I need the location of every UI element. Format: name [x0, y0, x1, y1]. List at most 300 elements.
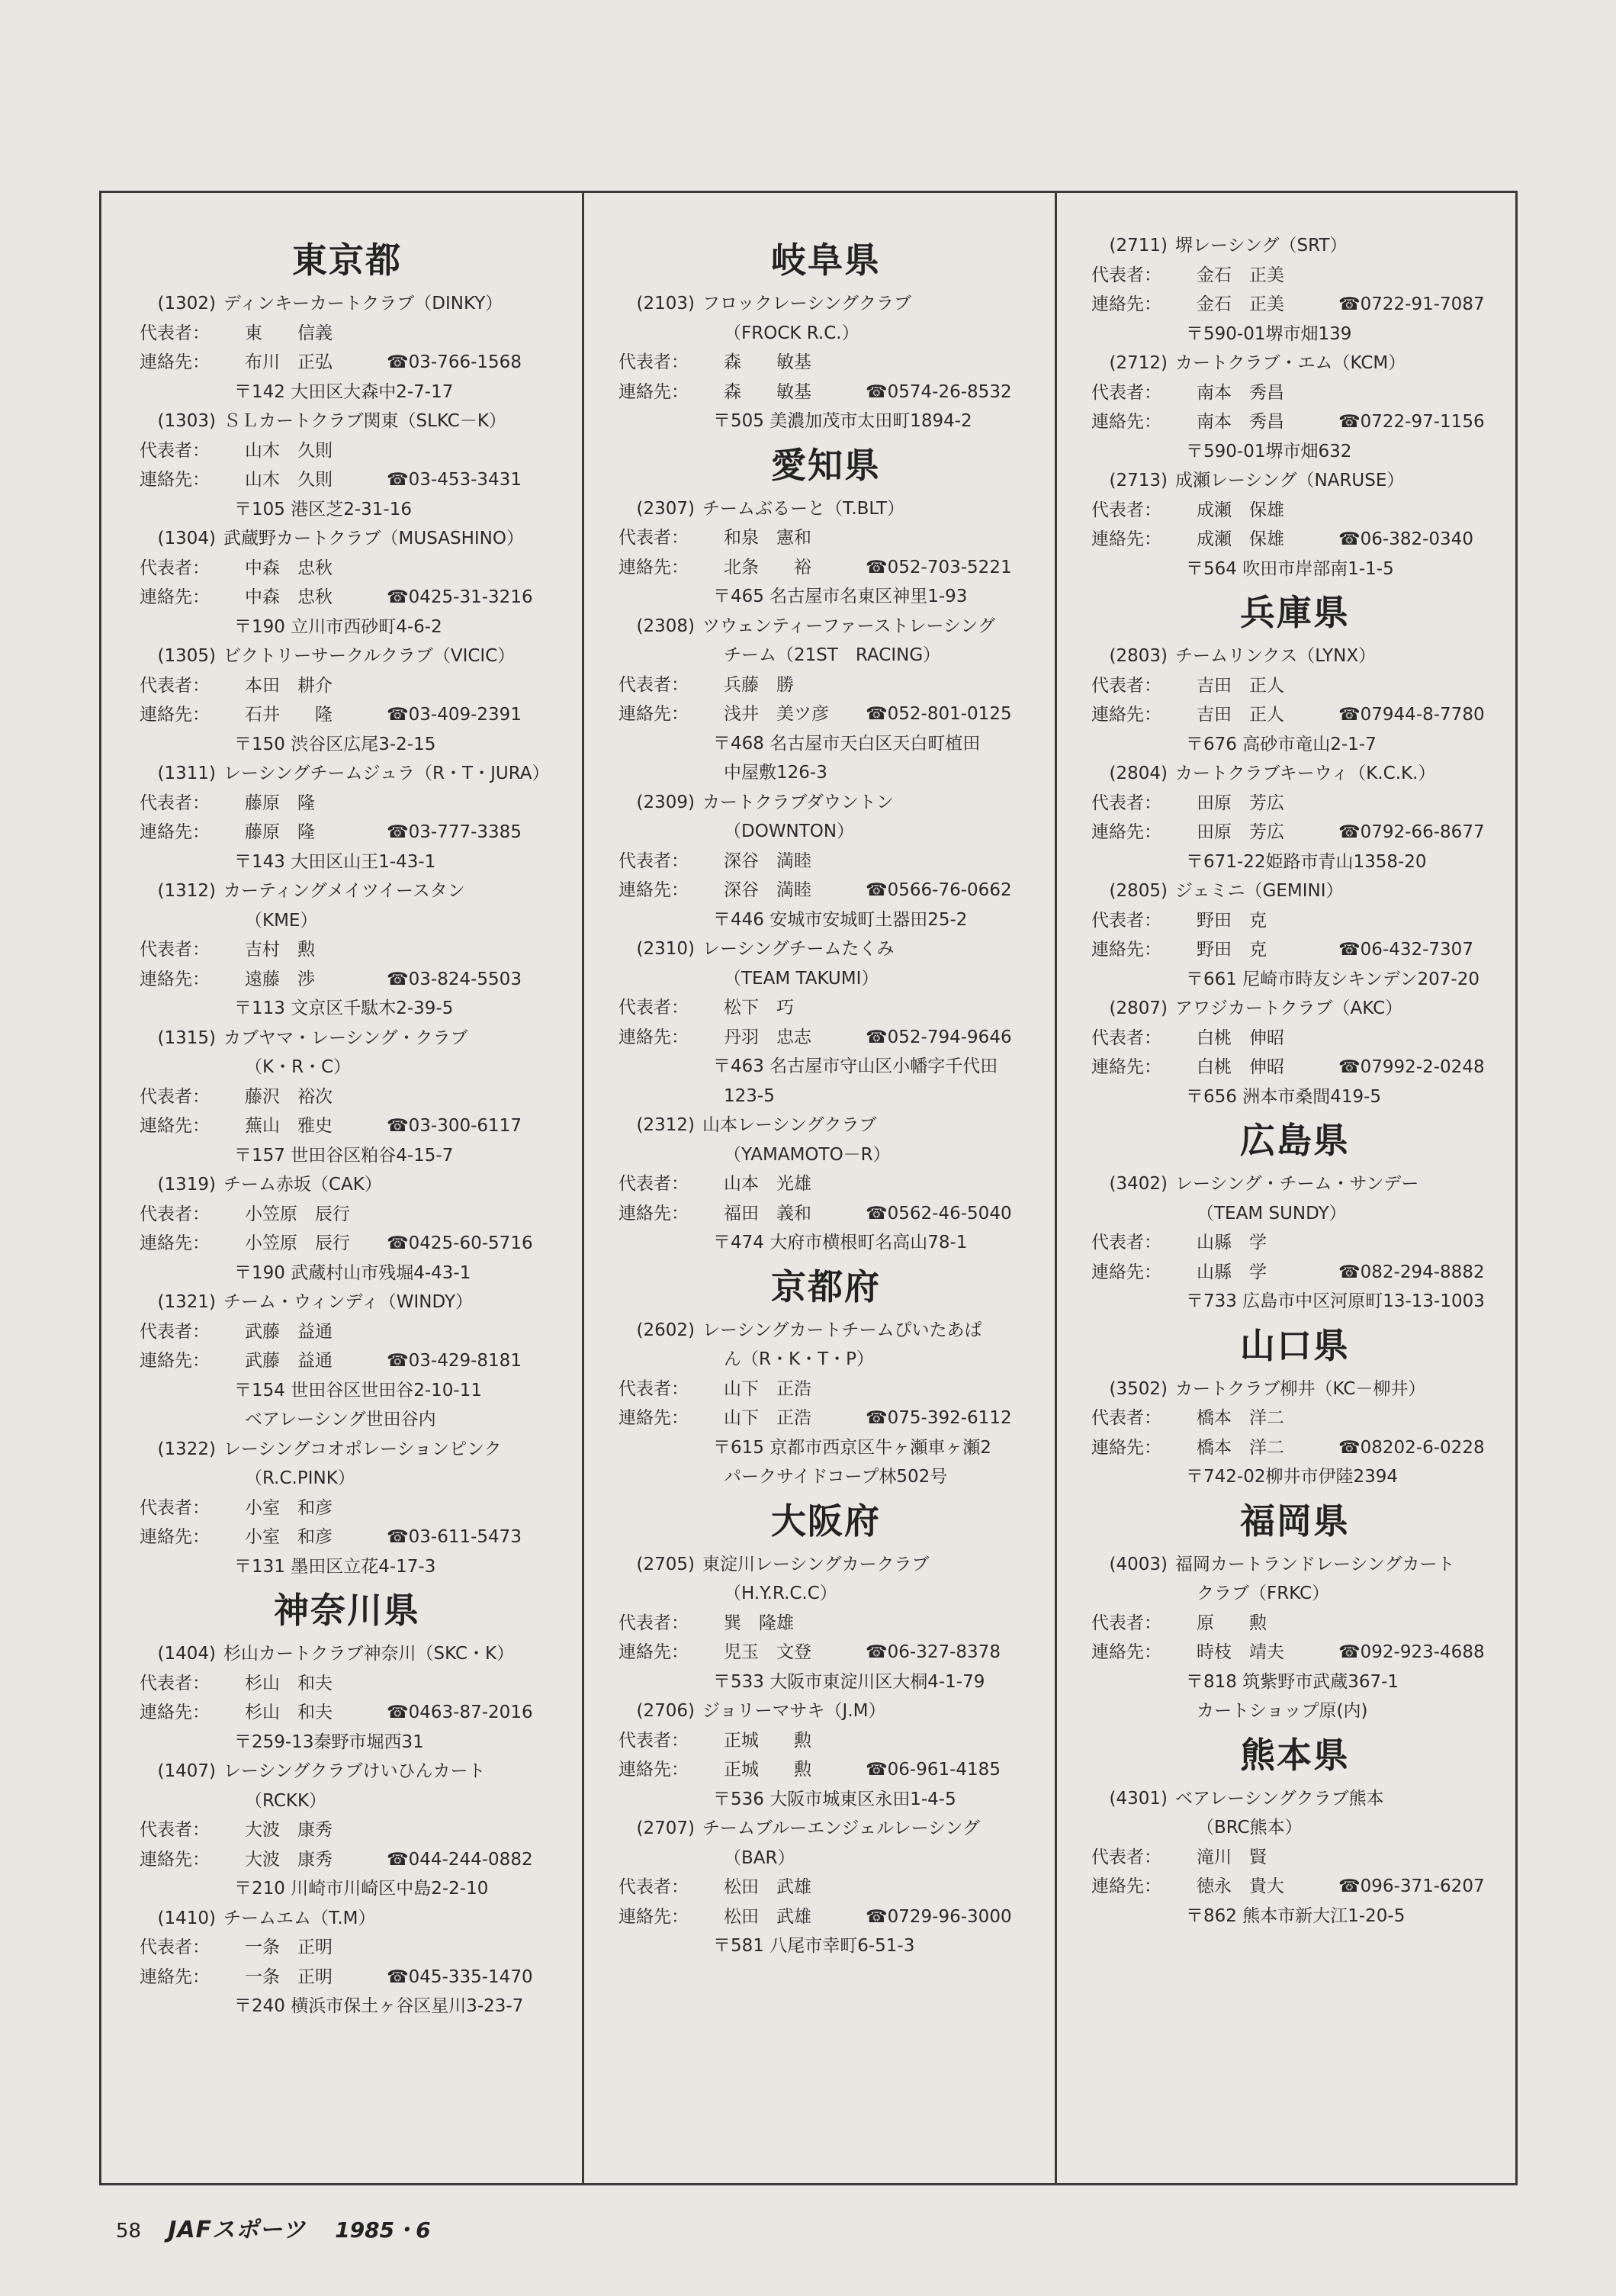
contact-label: 連絡先：	[140, 1233, 210, 1253]
address-line	[597, 1785, 1055, 1815]
club-name-line	[1070, 466, 1520, 496]
club-name-cont: （K・R・C）	[245, 1057, 352, 1077]
club-name-line	[597, 934, 1055, 964]
representative-row	[597, 1169, 1055, 1199]
representative-name: 南本 秀昌	[1197, 382, 1284, 403]
club-entry	[118, 759, 576, 876]
club-name-line	[597, 1814, 1055, 1844]
prefecture-section	[1070, 1492, 1520, 1726]
address-text: 〒259-13秦野市堀西31	[234, 1732, 424, 1752]
contact-row	[597, 699, 1055, 729]
contact-name: 小室 和彦	[245, 1527, 333, 1547]
representative-name: 杉山 和夫	[245, 1673, 333, 1693]
address-text: カートショップ原(内)	[1197, 1701, 1368, 1721]
club-name: ジェミニ（GEMINI）	[1175, 881, 1344, 901]
club-name: 武蔵野カートクラブ（MUSASHINO）	[223, 529, 524, 548]
club-name: 堺レーシング（SRT）	[1175, 236, 1348, 256]
club-entry	[118, 289, 576, 407]
club-name: ＳＬカートクラブ関東（SLKC－K）	[223, 411, 506, 431]
club-name-line	[1070, 349, 1520, 378]
prefecture-heading: 福岡県	[1240, 1500, 1350, 1542]
contact-row	[1070, 290, 1520, 320]
club-name-line	[1070, 994, 1520, 1024]
club-name: ビクトリーサークルクラブ（VICIC）	[223, 646, 516, 666]
contact-name: 遠藤 渉	[245, 969, 315, 989]
representative-row	[118, 436, 576, 466]
address-line	[597, 905, 1055, 935]
contact-name: 丹羽 忠志	[724, 1027, 811, 1047]
address-line	[1070, 555, 1520, 584]
address-text: 〒590-01堺市畑139	[1186, 323, 1352, 344]
contact-label: 連絡先：	[618, 1408, 689, 1428]
club-code: (1410)	[157, 1908, 216, 1928]
contact-name: 武藤 益通	[245, 1351, 333, 1371]
contact-row	[1070, 1872, 1520, 1902]
address-line	[1070, 847, 1520, 877]
address-text: 〒564 吹田市岸部南1-1-5	[1186, 558, 1394, 579]
contact-label: 連絡先：	[618, 880, 689, 900]
representative-label: 代表者：	[1091, 910, 1161, 931]
contact-row	[118, 818, 576, 847]
address-line	[597, 407, 1055, 436]
phone-number: ☎0425-31-3216	[387, 587, 533, 607]
phone-number: ☎08202-6-0228	[1338, 1437, 1485, 1458]
club-entry	[118, 1288, 576, 1435]
club-code: (2602)	[636, 1320, 695, 1340]
club-name-line	[597, 1696, 1055, 1726]
address-line	[118, 730, 576, 760]
contact-label: 連絡先：	[140, 1351, 210, 1371]
address-text: 〒661 尼崎市時友シキンデン207-20	[1186, 969, 1479, 989]
club-name: 福岡カートランドレーシングカート	[1175, 1554, 1455, 1574]
representative-label: 代表者：	[1091, 500, 1161, 520]
representative-label: 代表者：	[1091, 1027, 1161, 1048]
club-name-line	[118, 1757, 576, 1786]
club-entry	[597, 1111, 1055, 1258]
contact-name: 福田 義和	[724, 1203, 811, 1224]
prefecture-heading: 岐阜県	[771, 240, 881, 281]
phone-number: ☎075-392-6112	[866, 1408, 1012, 1428]
club-name-line	[597, 494, 1055, 524]
address-line	[118, 994, 576, 1024]
contact-label: 連絡先：	[1091, 412, 1161, 432]
phone-number: ☎03-300-6117	[387, 1116, 522, 1136]
contact-name: 布川 正弘	[245, 352, 333, 372]
prefecture-section	[597, 1258, 1055, 1492]
contact-name: 松田 武雄	[724, 1906, 811, 1927]
address-text: 〒446 安城市安城町土器田25-2	[713, 909, 968, 930]
phone-number: ☎06-961-4185	[866, 1760, 1001, 1780]
club-name: レーシングチームたくみ	[702, 939, 895, 959]
club-name-line	[1070, 1813, 1520, 1843]
club-entry	[118, 1904, 576, 2021]
club-entry	[118, 876, 576, 1024]
contact-label: 連絡先：	[618, 557, 689, 577]
club-name-line	[1070, 642, 1520, 671]
club-code: (2309)	[636, 792, 695, 812]
club-name: レーシングカートチームぴいたあぱ	[702, 1320, 982, 1340]
club-name-cont: （FROCK R.C.）	[724, 323, 859, 343]
club-name-line	[597, 1579, 1055, 1609]
representative-name: 山木 久則	[245, 440, 333, 461]
issue-date: 1985・6	[335, 2217, 431, 2243]
club-entry	[597, 788, 1055, 935]
representative-row	[118, 1317, 576, 1347]
club-code: (1304)	[157, 529, 216, 548]
representative-row	[597, 670, 1055, 700]
phone-number: ☎092-923-4688	[1338, 1642, 1485, 1662]
club-name: ツウェンティーファーストレーシング	[702, 616, 995, 636]
phone-number: ☎06-432-7307	[1338, 940, 1473, 960]
prefecture-heading: 神奈川県	[274, 1590, 420, 1631]
club-name: チームリンクス（LYNX）	[1175, 646, 1377, 666]
club-name-line	[597, 289, 1055, 319]
club-name: チーム赤坂（CAK）	[223, 1175, 382, 1195]
prefecture-heading: 東京都	[292, 240, 402, 281]
representative-row	[1070, 671, 1520, 701]
representative-row	[1070, 1843, 1520, 1873]
representative-label: 代表者：	[1091, 1613, 1161, 1633]
club-name-line	[597, 1345, 1055, 1375]
club-name: 成瀬レーシング（NARUSE）	[1175, 471, 1405, 490]
address-text: 〒818 筑紫野市武蔵367-1	[1186, 1671, 1399, 1692]
club-name-line	[118, 876, 576, 906]
representative-label: 代表者：	[140, 1673, 210, 1693]
contact-label: 連絡先：	[618, 381, 689, 402]
representative-name: 正城 勲	[724, 1730, 811, 1751]
representative-label: 代表者：	[618, 1613, 689, 1633]
address-line	[118, 1259, 576, 1288]
club-name-line	[118, 1288, 576, 1317]
club-entry	[118, 524, 576, 642]
contact-name: 深谷 満睦	[724, 880, 811, 900]
representative-label: 代表者：	[140, 1820, 210, 1840]
contact-name: 徳永 貴大	[1197, 1876, 1284, 1896]
contact-name: 一条 正明	[245, 1966, 333, 1987]
representative-label: 代表者：	[1091, 793, 1161, 813]
representative-label: 代表者：	[140, 793, 210, 813]
address-line	[597, 1462, 1055, 1492]
club-code: (2707)	[636, 1818, 695, 1838]
address-line	[118, 1376, 576, 1406]
club-code: (1302)	[157, 294, 216, 314]
representative-label: 代表者：	[1091, 675, 1161, 696]
club-name-line	[1070, 1375, 1520, 1404]
representative-label: 代表者：	[1091, 1408, 1161, 1428]
contact-name: 藤原 隆	[245, 822, 315, 842]
club-entry	[597, 934, 1055, 1111]
representative-row	[1070, 906, 1520, 936]
representative-name: 武藤 益通	[245, 1321, 333, 1342]
representative-name: 森 敏基	[724, 352, 811, 372]
club-name: レーシングチームジュラ（R・T・JURA）	[223, 764, 550, 783]
contact-name: 蕪山 雅史	[245, 1116, 333, 1136]
club-name-line	[1070, 759, 1520, 789]
address-line	[597, 1433, 1055, 1463]
representative-name: 野田 克	[1197, 910, 1267, 931]
representative-name: 大波 康秀	[245, 1820, 333, 1840]
contact-label: 連絡先：	[1091, 1437, 1161, 1458]
club-name-line	[118, 906, 576, 936]
address-text: 〒143 大田区山王1-43-1	[234, 851, 436, 872]
representative-name: 松下 巧	[724, 998, 794, 1018]
contact-row	[118, 1963, 576, 1992]
club-name-line	[118, 524, 576, 554]
address-text: 〒671-22姫路市青山1358-20	[1186, 851, 1427, 872]
prefecture-section	[597, 231, 1055, 436]
contact-label: 連絡先：	[140, 1527, 210, 1547]
club-code: (1407)	[157, 1761, 216, 1781]
prefecture-heading: 愛知県	[771, 444, 881, 486]
address-line	[1070, 730, 1520, 760]
contact-label: 連絡先：	[618, 1642, 689, 1662]
address-text: 〒465 名古屋市名東区神里1-93	[713, 587, 968, 606]
address-text: 〒533 大阪市東淀川区大桐4-1-79	[713, 1671, 985, 1692]
phone-number: ☎0729-96-3000	[866, 1906, 1012, 1927]
representative-name: 吉田 正人	[1197, 675, 1284, 696]
club-name-line	[1070, 1199, 1520, 1229]
representative-label: 代表者：	[1091, 265, 1161, 285]
club-name-cont: チーム（21ST RACING）	[724, 645, 941, 665]
representative-name: 巽 隆雄	[724, 1613, 794, 1633]
address-text: 〒113 文京区千駄木2-39-5	[234, 998, 454, 1018]
address-line	[118, 1552, 576, 1582]
club-name: 東淀川レーシングカークラブ	[702, 1554, 930, 1574]
representative-label: 代表者：	[1091, 1233, 1161, 1253]
contact-name: 山木 久則	[245, 470, 333, 490]
representative-name: 山下 正浩	[724, 1378, 811, 1399]
phone-number: ☎0722-97-1156	[1338, 412, 1485, 432]
representative-name: 橋本 洋二	[1197, 1408, 1284, 1428]
club-code: (1321)	[157, 1292, 216, 1312]
address-text: 〒590-01堺市畑632	[1186, 441, 1352, 461]
representative-row	[1070, 1024, 1520, 1053]
contact-name: 田原 芳広	[1197, 822, 1284, 842]
contact-label: 連絡先：	[140, 705, 210, 725]
prefecture-heading: 熊本県	[1240, 1734, 1350, 1776]
prefecture-section	[1070, 1317, 1520, 1492]
contact-row	[597, 876, 1055, 905]
address-line	[1070, 1082, 1520, 1112]
representative-label: 代表者：	[618, 352, 689, 372]
club-entry	[1070, 231, 1520, 349]
contact-name: 山縣 学	[1197, 1262, 1267, 1282]
club-name: カートクラブ・エム（KCM）	[1175, 353, 1406, 373]
contact-row	[1070, 1258, 1520, 1288]
contact-row	[118, 1698, 576, 1728]
club-name: アワジカートクラブ（AKC）	[1175, 998, 1403, 1018]
club-name-line	[1070, 1579, 1520, 1609]
club-code: (1311)	[157, 764, 216, 783]
contact-row	[118, 1845, 576, 1875]
representative-label: 代表者：	[140, 1086, 210, 1107]
phone-number: ☎07944-8-7780	[1338, 705, 1485, 725]
phone-number: ☎03-611-5473	[387, 1527, 522, 1547]
address-line	[1070, 1287, 1520, 1317]
club-entry	[1070, 1375, 1520, 1492]
club-name-cont: （KME）	[245, 910, 318, 931]
club-name: カブヤマ・レーシング・クラブ	[223, 1027, 468, 1048]
address-line	[118, 1141, 576, 1171]
prefecture-heading: 京都府	[771, 1265, 881, 1307]
phone-number: ☎0562-46-5040	[866, 1203, 1012, 1224]
contact-row	[118, 1111, 576, 1141]
club-name: カーティングメイツイースタン	[223, 881, 465, 901]
representative-row	[118, 671, 576, 701]
club-name-cont: （RCKK）	[245, 1790, 327, 1811]
club-name-line	[1070, 1550, 1520, 1580]
contact-name: 正城 勲	[724, 1760, 811, 1780]
phone-number: ☎052-703-5221	[866, 557, 1012, 577]
representative-row	[597, 348, 1055, 378]
club-name-line	[118, 1904, 576, 1934]
representative-name: 兵藤 勝	[724, 674, 794, 695]
address-text: 〒615 京都市西京区牛ヶ瀬車ヶ瀬2	[713, 1437, 991, 1458]
contact-label: 連絡先：	[140, 352, 210, 372]
phone-number: ☎07992-2-0248	[1338, 1057, 1485, 1077]
phone-number: ☎03-453-3431	[387, 470, 522, 490]
club-code: (1303)	[157, 411, 216, 431]
club-code: (2804)	[1109, 764, 1168, 783]
club-entry	[118, 1170, 576, 1288]
contact-label: 連絡先：	[1091, 822, 1161, 842]
address-text: 中屋敷126-3	[724, 763, 827, 783]
club-code: (2807)	[1109, 998, 1168, 1018]
contact-label: 連絡先：	[140, 1966, 210, 1987]
page-number: 58	[116, 2220, 142, 2243]
club-entry	[118, 1757, 576, 1904]
club-name: ベアレーシングクラブ熊本	[1175, 1788, 1384, 1809]
contact-row	[118, 700, 576, 730]
club-name-cont: （BAR）	[724, 1847, 795, 1868]
address-line	[118, 613, 576, 642]
club-entry	[1070, 1550, 1520, 1726]
representative-label: 代表者：	[140, 940, 210, 960]
address-line	[597, 758, 1055, 788]
address-text: 〒105 港区芝2-31-16	[234, 499, 412, 519]
club-entry	[1070, 466, 1520, 584]
address-text: パークサイドコープ林502号	[724, 1467, 948, 1487]
contact-row	[1070, 700, 1520, 730]
contact-row	[118, 1523, 576, 1552]
club-code: (2310)	[636, 939, 695, 959]
representative-name: 藤原 隆	[245, 793, 315, 813]
phone-number: ☎0722-91-7087	[1338, 294, 1485, 314]
representative-label: 代表者：	[618, 674, 689, 695]
phone-number: ☎03-409-2391	[387, 705, 522, 725]
club-name-line	[118, 407, 576, 436]
representative-row	[1070, 1609, 1520, 1638]
address-text: 123-5	[724, 1085, 775, 1106]
representative-label: 代表者：	[140, 1497, 210, 1518]
address-text: 〒210 川崎市川崎区中島2-2-10	[234, 1879, 489, 1899]
phone-number: ☎082-294-8882	[1338, 1262, 1485, 1282]
representative-label: 代表者：	[140, 675, 210, 696]
club-entry	[1070, 994, 1520, 1111]
address-line	[118, 1992, 576, 2021]
club-name-line	[118, 1024, 576, 1053]
representative-label: 代表者：	[140, 1204, 210, 1224]
phone-number: ☎03-824-5503	[387, 969, 522, 989]
address-line	[597, 1667, 1055, 1697]
club-name-line	[118, 642, 576, 671]
representative-name: 吉村 勲	[245, 940, 315, 960]
address-line	[1070, 320, 1520, 349]
contact-label: 連絡先：	[1091, 529, 1161, 549]
contact-label: 連絡先：	[618, 704, 689, 724]
representative-label: 代表者：	[140, 1321, 210, 1342]
address-text: 〒581 八尾市幸町6-51-3	[713, 1936, 915, 1956]
representative-label: 代表者：	[140, 323, 210, 343]
club-name-cont: （TEAM SUNDY）	[1197, 1203, 1347, 1224]
club-entry	[118, 407, 576, 524]
representative-row	[118, 1200, 576, 1230]
club-name: チームブルーエンジェルレーシング	[702, 1818, 980, 1838]
address-line	[597, 729, 1055, 759]
prefecture-section	[1070, 1726, 1520, 1931]
phone-number: ☎096-371-6207	[1338, 1876, 1485, 1896]
club-code: (2712)	[1109, 353, 1168, 373]
contact-name: 野田 克	[1197, 940, 1267, 960]
prefecture-section	[118, 231, 576, 1581]
club-name: チーム・ウィンディ（WINDY）	[223, 1292, 474, 1312]
representative-name: 成瀬 保雄	[1197, 500, 1284, 520]
contact-label: 連絡先：	[618, 1906, 689, 1927]
contact-row	[1070, 525, 1520, 555]
club-entry	[1070, 1784, 1520, 1931]
address-text: 〒474 大府市横根町名高山78-1	[713, 1233, 968, 1253]
club-name-line	[118, 1639, 576, 1669]
club-name-cont: （YAMAMOTO－R）	[724, 1144, 891, 1165]
address-text: 〒142 大田区大森中2-7-17	[234, 381, 454, 402]
club-entry	[1070, 349, 1520, 466]
contact-name: 大波 康秀	[245, 1849, 333, 1870]
prefecture-heading: 山口県	[1240, 1324, 1350, 1366]
representative-row	[597, 1375, 1055, 1404]
club-code: (1315)	[157, 1027, 216, 1048]
address-text: 〒505 美濃加茂市太田町1894-2	[713, 411, 972, 431]
representative-row	[118, 319, 576, 349]
address-line	[118, 1728, 576, 1757]
club-name: カートクラブダウントン	[702, 792, 894, 812]
club-name-line	[597, 1316, 1055, 1346]
club-name-line	[597, 817, 1055, 847]
club-entry	[597, 1696, 1055, 1814]
phone-number: ☎03-429-8181	[387, 1351, 522, 1371]
contact-name: 中森 忠秋	[245, 587, 333, 607]
prefecture-section	[1070, 1111, 1520, 1317]
address-text: 〒154 世田谷区世田谷2-10-11	[234, 1380, 482, 1400]
contact-row	[118, 965, 576, 995]
address-text: ベアレーシング世田谷内	[245, 1410, 436, 1429]
column-2	[597, 231, 1055, 1961]
representative-label: 代表者：	[618, 1730, 689, 1751]
contact-name: 小笠原 辰行	[245, 1233, 350, 1253]
club-name-cont: ん（R・K・T・P）	[724, 1349, 874, 1369]
prefecture-section	[1070, 584, 1520, 1111]
address-text: 〒190 武蔵村山市残堀4-43-1	[234, 1262, 471, 1283]
club-entry	[597, 612, 1055, 788]
club-code: (1319)	[157, 1175, 216, 1195]
club-name-line	[597, 1111, 1055, 1140]
prefecture-section	[1070, 231, 1520, 584]
club-name: カートクラブキーウィ（K.C.K.）	[1175, 764, 1436, 783]
contact-row	[597, 1902, 1055, 1932]
contact-label: 連絡先：	[140, 822, 210, 842]
address-line	[1070, 965, 1520, 995]
contact-label: 連絡先：	[140, 1703, 210, 1722]
representative-label: 代表者：	[618, 851, 689, 871]
